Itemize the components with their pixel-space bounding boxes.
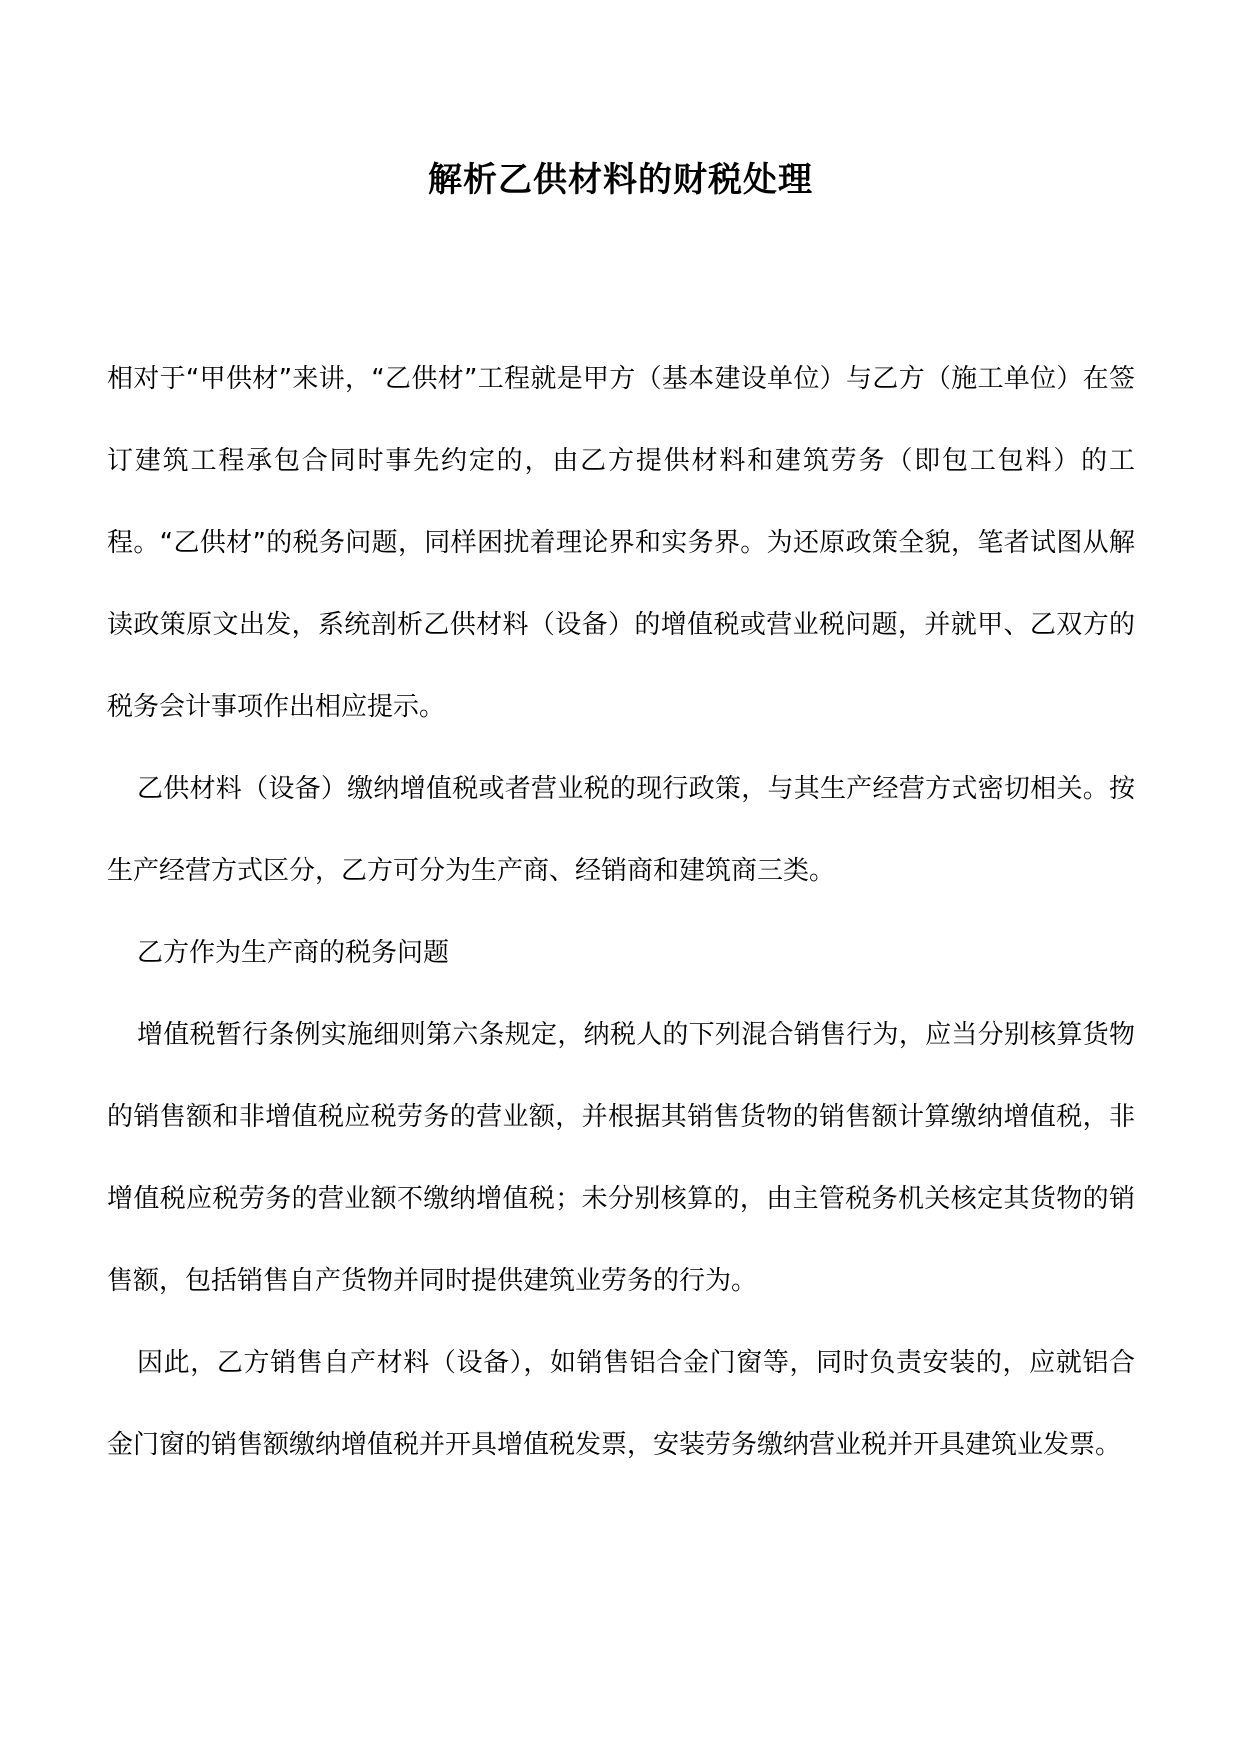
- paragraph-conclusion: 因此，乙方销售自产材料（设备），如销售铝合金门窗等，同时负责安装的，应就铝合金门窗的销售额缴纳增值税并开具增值税发票，安装劳务缴纳营业税并开具建筑业发票。: [107, 1348, 1135, 1460]
- section-heading-producer: 乙方作为生产商的税务问题: [137, 938, 450, 968]
- document-body: [107, 338, 1135, 1486]
- paragraph-vat-rule: 增值税暂行条例实施细则第六条规定，纳税人的下列混合销售行为，应当分别核算货物的销售额和非增值税应税劳务的营业额，并根据其销售货物的销售额计算缴纳增值税，非增值税应税劳务的营业额不缴纳增值税；未分别核算的，由主管税务机关核定其货物的销售额，包括销售自产货物并同时提供建筑业劳务的行为。: [107, 1020, 1135, 1296]
- paragraph-intro: 相对于“甲供材”来讲，“乙供材”工程就是甲方（基本建设单位）与乙方（施工单位）在签订建筑工程承包合同时事先约定的，由乙方提供材料和建筑劳务（即包工包料）的工程。“乙供材”的税务问题，同样困扰着理论界和实务界。为还原政策全貌，笔者试图从解读政策原文出发，系统剖析乙供材料（设备）的增值税或营业税问题，并就甲、乙双方的税务会计事项作出相应提示。: [107, 364, 1135, 722]
- paragraph-policy-overview: 乙供材料（设备）缴纳增值税或者营业税的现行政策，与其生产经营方式密切相关。按生产经营方式区分，乙方可分为生产商、经销商和建筑商三类。: [107, 774, 1135, 886]
- document-title: 解析乙供材料的财税处理: [428, 160, 813, 200]
